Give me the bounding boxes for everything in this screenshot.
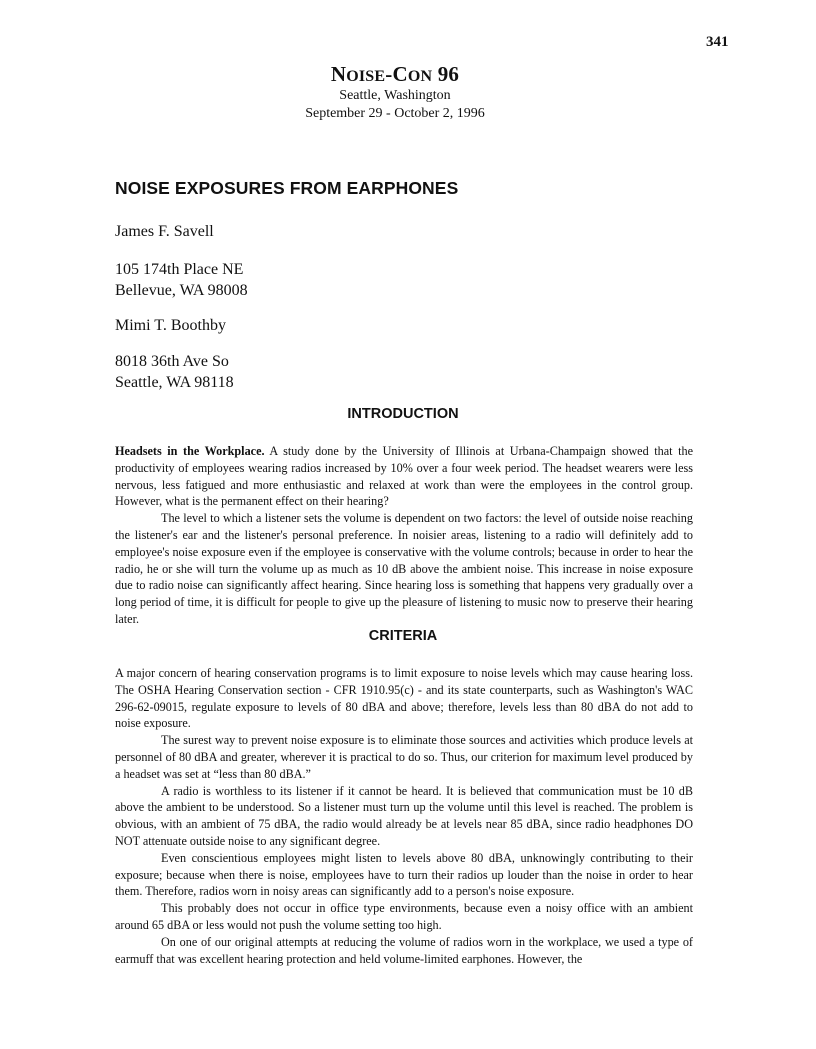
address-line: 105 174th Place NE bbox=[115, 261, 244, 278]
paragraph: This probably does not occur in office type environments, because even a noisy office with an ambient around 65 dBA or less would not push the volume setting too high. bbox=[115, 901, 693, 932]
paper-title: NOISE EXPOSURES FROM EARPHONES bbox=[115, 178, 459, 198]
address-line: Seattle, WA 98118 bbox=[115, 374, 234, 391]
section-heading-introduction: INTRODUCTION bbox=[347, 406, 459, 422]
conference-location: Seattle, Washington bbox=[339, 88, 451, 103]
paragraph: The level to which a listener sets the volume is dependent on two factors: the level of outside noise reaching the listener's ear and the listener's personal preference. In noisier areas, listening to a radio will definitely add to employee's noise exposure even if the employee is conservative with the volume controls; because in order to hear the radio, he or she will turn the volume up as much as 10 dB above the ambient noise. This increase in noise exposure due to radio noise can significantly affect hearing. Since hearing loss is something that happens very gradually over a long period of time, it is difficult for people to give up the pleasure of listening to music now to preserve their hearing later. bbox=[115, 511, 693, 626]
conference-header bbox=[0, 62, 790, 123]
address-line: Bellevue, WA 98008 bbox=[115, 282, 248, 299]
introduction-body bbox=[115, 443, 693, 628]
run-in-heading: Headsets in the Workplace. bbox=[115, 444, 265, 458]
criteria-body bbox=[115, 665, 693, 967]
paragraph: Even conscientious employees might listen to levels above 80 dBA, unknowingly contributing to their exposure; because when there is noise, employees have to turn their radios up louder than the noise in order to hear them. Therefore, radios worn in noisy areas can significantly add to a person's noise exposure. bbox=[115, 850, 693, 899]
address-line: 8018 36th Ave So bbox=[115, 353, 229, 370]
conference-name: NOISE-CON 96 bbox=[330, 62, 460, 86]
paragraph: The surest way to prevent noise exposure is to eliminate those sources and activities which produce levels at personnel of 80 dBA and greater, wherever it is practical to do so. Thus, our criterion for maximum level produced by a headset was set at “less than 80 dBA.” bbox=[115, 733, 693, 781]
author-address bbox=[115, 351, 234, 393]
conference-dates: September 29 - October 2, 1996 bbox=[305, 106, 485, 121]
author-name: Mimi T. Boothby bbox=[115, 317, 226, 334]
paragraph: A major concern of hearing conservation programs is to limit exposure to noise levels which may cause hearing loss. The OSHA Hearing Conservation section - CFR 1910.95(c) - and its state counterparts, such as Washington's WAC 296-62-09015, regulate exposure to levels of 80 dBA and above; therefore, levels less than 80 dBA do not add to noise exposure. bbox=[115, 666, 693, 731]
page-number: 341 bbox=[706, 34, 729, 50]
section-heading-criteria: CRITERIA bbox=[368, 628, 438, 644]
author-name: James F. Savell bbox=[115, 223, 214, 240]
paragraph: On one of our original attempts at reducing the volume of radios worn in the workplace, we used a type of earmuff that was excellent hearing protection and held volume-limited earphones. However, the bbox=[115, 934, 693, 966]
author-address bbox=[115, 259, 248, 301]
paragraph: A radio is worthless to its listener if it cannot be heard. It is believed that communication must be 10 dB above the ambient to be understood. So a listener must turn up the volume until this level is reached. The problem is obvious, with an ambient of 75 dBA, the radio would already be at levels near 85 dBA, since radio headphones DO NOT attenuate outside noise to any significant degree. bbox=[115, 783, 693, 848]
paragraph: Headsets in the Workplace. A study done by the University of Illinois at Urbana-Champaign showed that the productivity of employees wearing radios increased by 10% over a four week period. The headset wearers were less nervous, less fatigued and more enthusiastic and relaxed at work than were the employees in the control group. However, what is the permanent effect on their hearing? bbox=[115, 444, 693, 509]
